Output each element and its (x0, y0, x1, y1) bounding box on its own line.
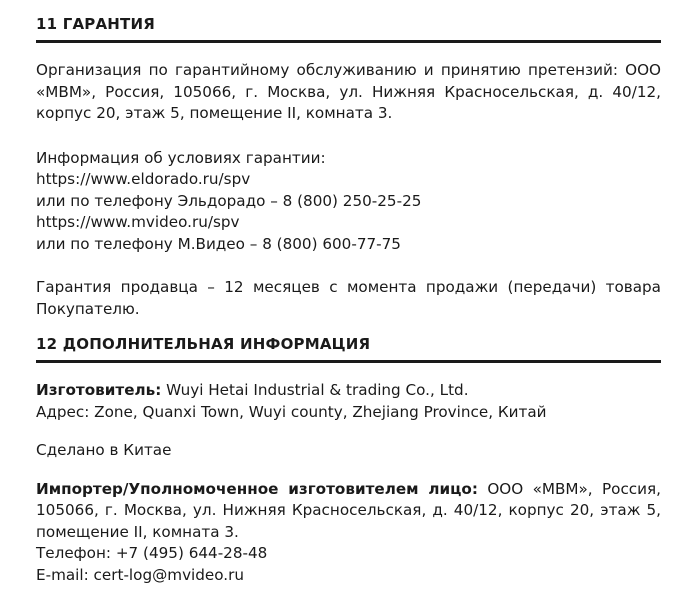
warranty-organization-text: Организация по гарантийному обслуживанию и принятию претензий: ООО «МВМ», Россия, 105066, г. Москва, ул. Нижняя Красносельская, д. 40/12, корпус 20, этаж 5, помещение II, комната 3. (36, 61, 661, 122)
mvideo-link[interactable]: https://www.mvideo.ru/spv (36, 213, 240, 231)
importer-phone: Телефон: +7 (495) 644-28-48 (36, 544, 268, 562)
manufacturer-address: Адрес: Zone, Quanxi Town, Wuyi county, Zhejiang Province, Китай (36, 402, 547, 421)
manufacturer-value: Wuyi Hetai Industrial & trading Co., Ltd. (161, 381, 469, 399)
importer-text (36, 479, 661, 544)
document-page (36, 14, 661, 586)
manufacturer-block (36, 380, 661, 423)
importer-email[interactable]: E-mail: cert-log@mvideo.ru (36, 565, 244, 584)
made-in-text: Сделано в Китае (36, 441, 172, 459)
importer-block (36, 479, 661, 587)
eldorado-link[interactable]: https://www.eldorado.ru/spv (36, 170, 251, 188)
importer-label: Импортер/Уполномоченное изготовителем лицо: (36, 479, 478, 498)
seller-warranty-text: Гарантия продавца – 12 месяцев с момента продажи (передачи) товара Покупателю. (36, 278, 661, 318)
manufacturer-label: Изготовитель: (36, 381, 162, 399)
importer-value: ООО «МВМ», Россия, 105066, г. Москва, ул. Нижняя Красносельская, д. 40/12, корпус 20, этаж 5, помещение II, комната 3. (36, 479, 661, 541)
warranty-section-title: 11 ГАРАНТИЯ (36, 14, 661, 43)
warranty-conditions-block (36, 148, 661, 256)
additional-section-title: 12 ДОПОЛНИТЕЛЬНАЯ ИНФОРМАЦИЯ (36, 334, 661, 363)
mvideo-phone: или по телефону М.Видео – 8 (800) 600-77-75 (36, 234, 401, 253)
manufacturer-line (36, 380, 661, 402)
eldorado-phone: или по телефону Эльдорадо – 8 (800) 250-25-25 (36, 191, 422, 210)
warranty-conditions-label: Информация об условиях гарантии: (36, 148, 326, 167)
